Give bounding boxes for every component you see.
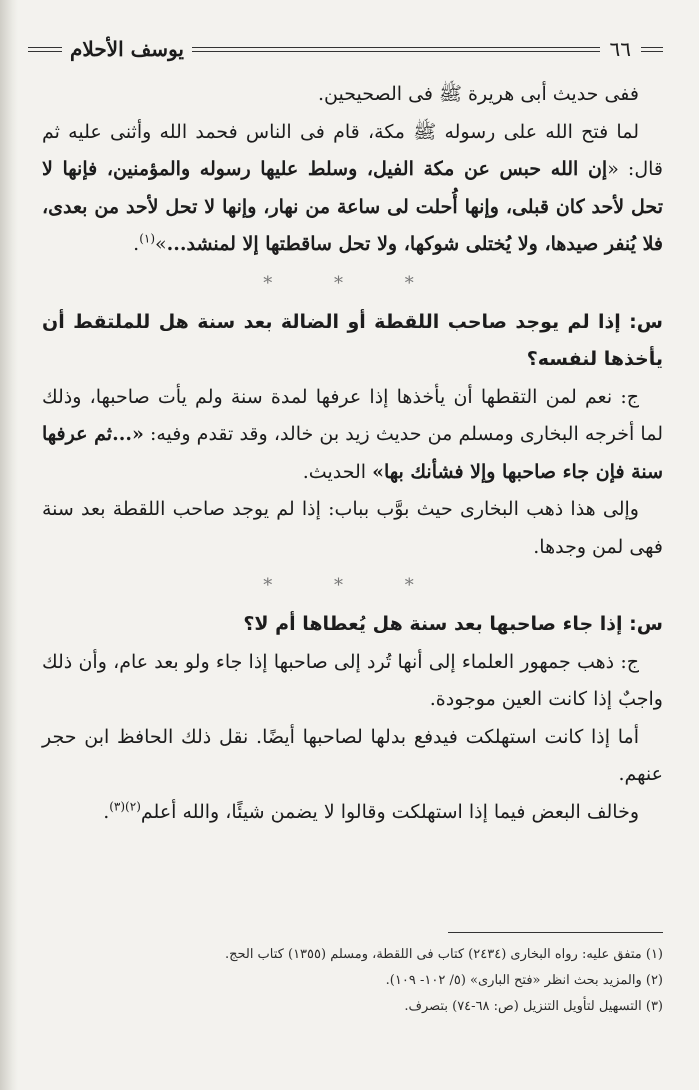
question-1: س: إذا لم يوجد صاحب اللقطة أو الضالة بعد سنة هل للملتقط أن يأخذها لنفسه؟	[42, 310, 663, 370]
page-header	[28, 34, 663, 64]
footnotes	[42, 942, 663, 1020]
answer-2-consumed: أما إذا كانت استهلكت فيدفع بدلها لصاحبها أيضًا. نقل ذلك الحافظ ابن حجر عنهم.	[42, 725, 663, 785]
footnote-3: (٣) التسهيل لتأويل التنزيل (ص: ٦٨-٧٤) بتصرف.	[404, 999, 663, 1014]
answer-2: ج: ذهب جمهور العلماء إلى أنها تُرد إلى صاحبها إذا جاء ولو بعد عام، وأن ذلك واجبٌ إذا كانت العين موجودة.	[42, 650, 663, 710]
section-divider-2: * * *	[263, 575, 442, 596]
page-body	[42, 76, 663, 831]
answer-1-tail: الحديث.	[302, 460, 373, 483]
header-rule-left	[28, 47, 62, 52]
footnote-2: (٢) والمزيد بحث انظر «فتح البارى» (٥/ ١٠٢- ١٠٩).	[385, 973, 663, 988]
answer-2-dissent	[42, 794, 663, 832]
answer-1-hadith: «...ثم عرفها سنة فإن جاء صاحبها وإلا فشأنك بها»	[42, 423, 663, 483]
book-title: يوسف الأحلام	[70, 37, 184, 61]
page-number: ٦٦	[609, 37, 631, 61]
paragraph-2-intro: لما فتح الله على رسوله ﷺ مكة، قام فى الناس فحمد الله وأثنى عليه ثم قال: «	[42, 120, 663, 180]
hadith-quote-close: »	[155, 233, 167, 255]
footnote-ref-2-3: (٢)(٣)	[109, 799, 141, 814]
answer-1-text: ج: نعم لمن التقطها أن يأخذها إذا عرفها لمدة سنة ولم يأت صاحبها، وذلك لما أخرجه البخارى ومسلم من حديث زيد بن خالد، وقد تقدم وفيه:	[42, 385, 663, 445]
paragraph-1: ففى حديث أبى هريرة ﷺ فى الصحيحين.	[318, 83, 639, 105]
question-2: س: إذا جاء صاحبها بعد سنة هل يُعطاها أم لا؟	[243, 613, 663, 635]
footnote-ref-1: (١)	[139, 231, 156, 246]
footnote-1: (١) متفق عليه: رواه البخارى (٢٤٣٤) كتاب فى اللقطة، ومسلم (١٣٥٥) كتاب الحج.	[224, 947, 663, 962]
answer-2-dissent-end: .	[103, 800, 110, 823]
header-rule-middle	[192, 47, 600, 52]
paragraph-2-end: .	[133, 233, 140, 255]
section-divider-1: * * *	[263, 272, 442, 294]
page-spine-shadow	[0, 0, 18, 1090]
paragraph-2	[42, 114, 663, 264]
hadith-quote: إن الله حبس عن مكة الفيل، وسلط عليها رسوله والمؤمنين، فإنها لا تحل لأحد كان قبلى، وإنها أُحلت لى ساعة من نهار، وإنها لا تحل لأحد من بعدى، فلا يُنفر صيدها، ولا يُختلى شوكها، ولا تحل ساقطتها إلا لمنشد...	[42, 158, 663, 255]
answer-1-bukhari: وإلى هذا ذهب البخارى حيث بوَّب بباب: إذا لم يوجد صاحب اللقطة بعد سنة فهى لمن وجدها.	[42, 498, 663, 558]
answer-2-dissent-text: وخالف البعض فيما إذا استهلكت وقالوا لا يضمن شيئًا، والله أعلم	[140, 800, 639, 823]
answer-1	[42, 379, 663, 492]
footnote-separator	[448, 932, 663, 933]
header-rule-right	[641, 47, 663, 52]
